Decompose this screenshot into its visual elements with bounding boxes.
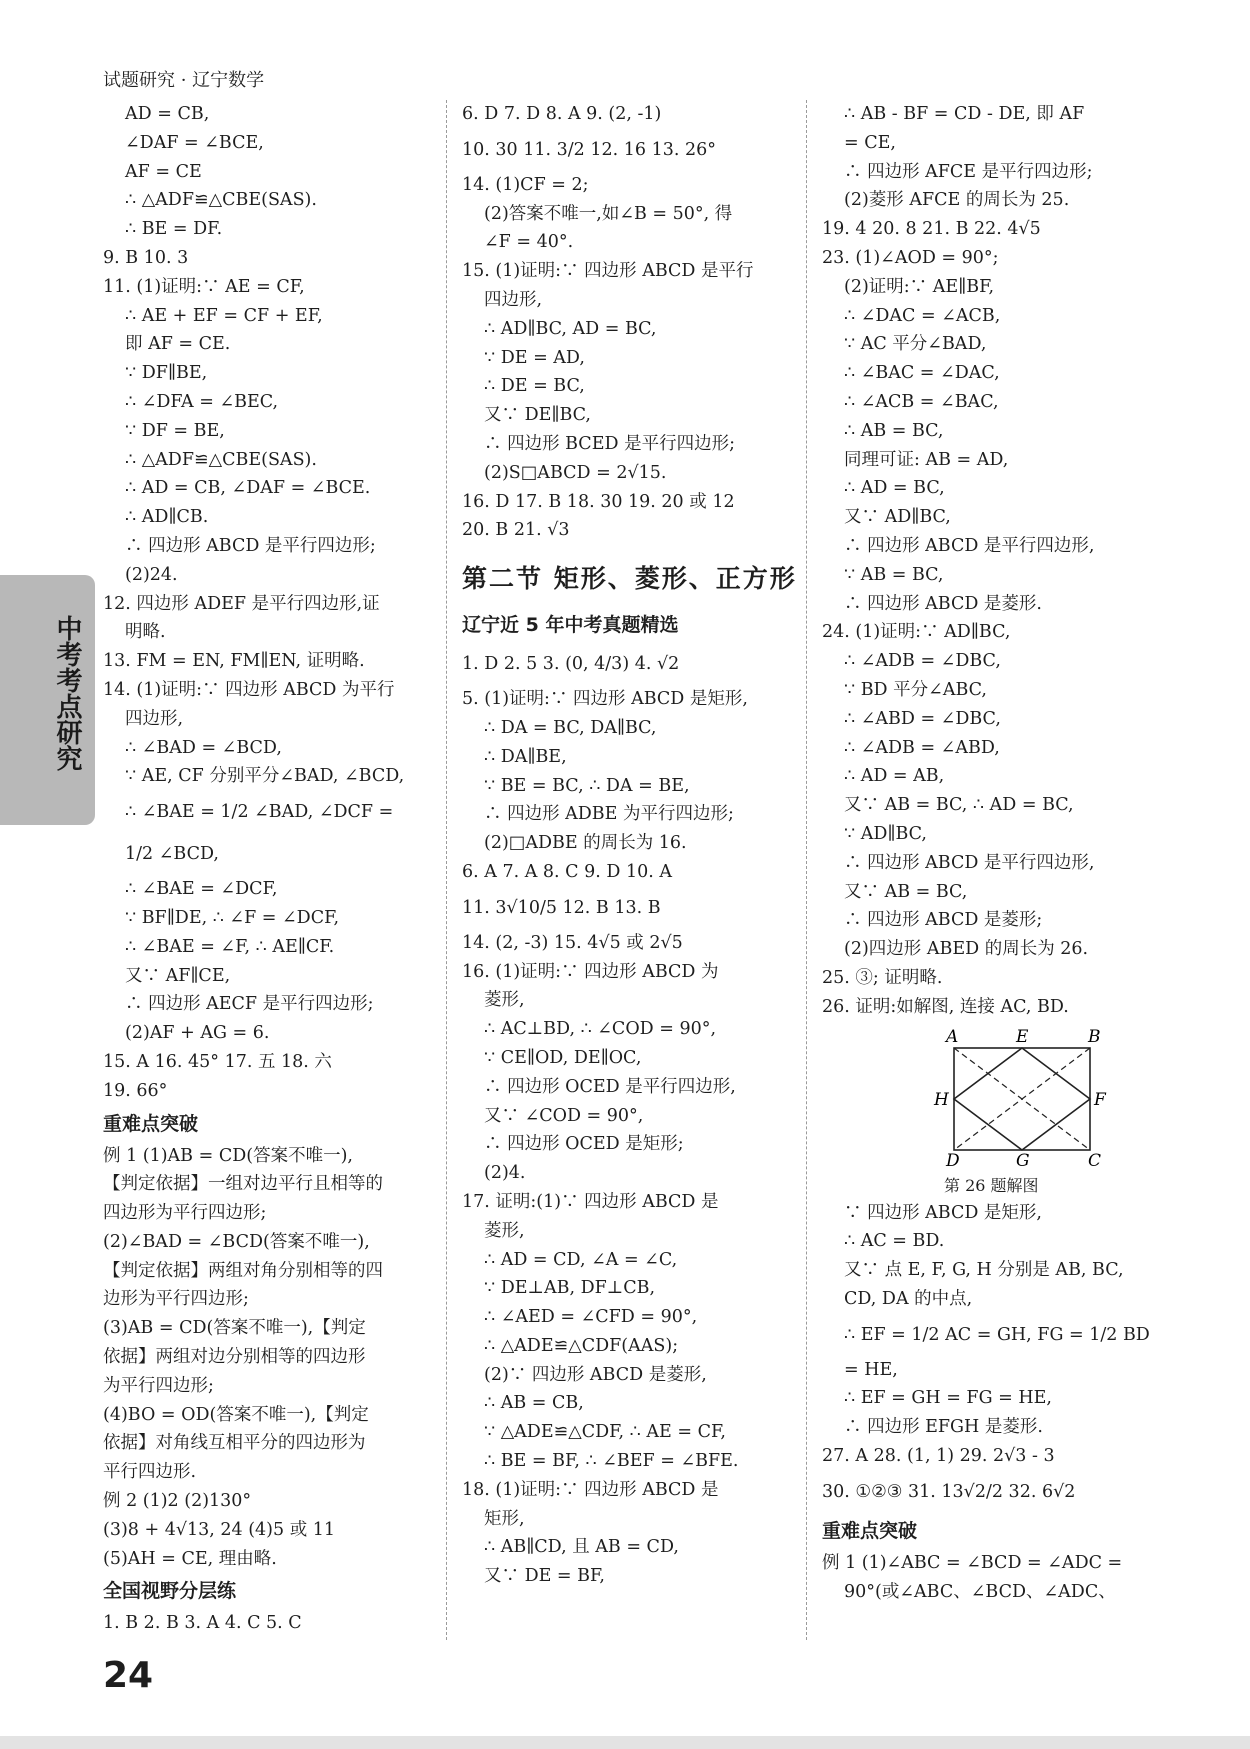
answer-line: ∴ AB = CB,	[484, 1393, 584, 1414]
answer-line: ∴ 四边形 EFGH 是菱形.	[844, 1417, 1043, 1438]
answer-line: ∴ AB - BF = CD - DE, 即 AF	[844, 104, 1085, 124]
answer-line: 5. (1)证明:∵ 四边形 ABCD 是矩形,	[462, 689, 748, 710]
answer-line: 四边形为平行四边形;	[103, 1203, 267, 1224]
answer-line: (2)菱形 AFCE 的周长为 25.	[844, 190, 1070, 211]
answer-line: 12. 四边形 ADEF 是平行四边形,证	[103, 593, 380, 614]
answer-line: 14. (1)证明:∵ 四边形 ABCD 为平行	[103, 679, 395, 700]
answer-line: (3)AB = CD(答案不唯一),【判定	[103, 1318, 366, 1339]
answer-column-3-lower	[822, 1199, 1157, 1607]
running-header: 试题研究 · 辽宁数学	[103, 70, 265, 91]
answer-line: 11. 3√10/5 12. B 13. B	[462, 897, 661, 918]
answer-line: ∴ AD = BC,	[844, 478, 945, 499]
answer-line: 11. (1)证明:∵ AE = CF,	[103, 276, 305, 297]
label-g: G	[1016, 1150, 1030, 1168]
answer-line: ∴ DA∥BE,	[484, 746, 567, 767]
answer-line: (2)24.	[125, 564, 178, 585]
answer-line: ∴ AD = AB,	[844, 766, 945, 787]
answer-line: 90°(或∠ABC、∠BCD、∠ADC、	[844, 1581, 1116, 1602]
answer-column-1	[103, 100, 438, 1638]
answer-line: 16. D 17. B 18. 30 19. 20 或 12	[462, 491, 735, 512]
bottom-bar	[0, 1736, 1250, 1749]
answer-line: 边形为平行四边形;	[103, 1289, 249, 1310]
figure-26	[932, 1028, 1157, 1173]
label-h: H	[934, 1089, 949, 1110]
answer-line: 20. B 21. √3	[462, 520, 570, 541]
answer-line: 又∵ AF∥CE,	[125, 965, 231, 986]
label-d: D	[946, 1150, 960, 1168]
answer-line: ∴ AD = CB, ∠DAF = ∠BCE.	[125, 478, 371, 499]
answer-line: = CE,	[844, 132, 896, 153]
answer-line: ∵ AD∥BC,	[844, 823, 927, 844]
answer-line: ∴ DE = BC,	[484, 376, 585, 397]
answer-column-3-upper	[822, 100, 1157, 1022]
section-heading: 辽宁近 5 年中考真题精选	[462, 614, 679, 637]
answer-line: 23. (1)∠AOD = 90°;	[822, 247, 999, 268]
answer-line: 30. ①②③ 31. 13√2/2 32. 6√2	[822, 1481, 1076, 1502]
answer-line: ∴ 四边形 ABCD 是平行四边形;	[125, 535, 376, 556]
answer-line: 9. B 10. 3	[103, 247, 189, 268]
answer-line: ∵ CE∥OD, DE∥OC,	[484, 1047, 642, 1068]
answer-line: 26. 证明:如解图, 连接 AC, BD.	[822, 996, 1069, 1017]
answer-line: 19. 66°	[103, 1080, 168, 1101]
answer-line: ∵ BF∥DE, ∴ ∠F = ∠DCF,	[125, 907, 340, 928]
answer-line: ∴ 四边形 ABCD 是菱形;	[844, 910, 1043, 931]
answer-line: ∴ ∠DFA = ∠BEC,	[125, 391, 279, 412]
answer-line: ∴ ∠ABD = ∠DBC,	[844, 708, 1001, 729]
answer-line: (2)S□ABCD = 2√15.	[484, 462, 667, 483]
answer-line: ∴ DA = BC, DA∥BC,	[484, 717, 657, 738]
answer-line: ∴ AB = BC,	[844, 420, 944, 441]
answer-line: ∠F = 40°.	[484, 232, 574, 253]
label-e: E	[1016, 1027, 1029, 1047]
answer-line: 27. A 28. (1, 1) 29. 2√3 - 3	[822, 1446, 1055, 1467]
answer-line: (2)∵ 四边形 ABCD 是菱形,	[484, 1364, 707, 1385]
answer-line: 【判定依据】两组对角分别相等的四	[103, 1260, 383, 1281]
answer-line: ∵ BE = BC, ∴ DA = BE,	[484, 775, 690, 796]
answer-line: ∴ △ADF≌△CBE(SAS).	[125, 449, 317, 470]
answer-line: = HE,	[844, 1359, 898, 1380]
answer-line: 又∵ AB = BC,	[844, 881, 968, 902]
figure-caption: 第 26 题解图	[944, 1175, 1039, 1195]
answer-line: 24. (1)证明:∵ AD∥BC,	[822, 622, 1011, 643]
answer-line: (2)AF + AG = 6.	[125, 1023, 270, 1044]
answer-line: ∴ AD∥BC, AD = BC,	[484, 318, 657, 339]
answer-line: ∴ ∠BAE = 1/2 ∠BAD, ∠DCF =	[125, 802, 394, 823]
answer-line: ∵ BD 平分∠ABC,	[844, 679, 987, 700]
answer-line: ∵ 四边形 ABCD 是矩形,	[844, 1202, 1042, 1223]
answer-line: ∴ ∠ADB = ∠DBC,	[844, 651, 1001, 672]
answer-line: 四边形,	[484, 289, 543, 310]
section-heading: 第二节 矩形、菱形、正方形	[462, 564, 797, 594]
answer-line: ∴ ∠BAE = ∠F, ∴ AE∥CF.	[125, 936, 335, 957]
answer-line: CD, DA 的中点,	[844, 1288, 973, 1309]
answer-line: ∴ EF = 1/2 AC = GH, FG = 1/2 BD	[844, 1324, 1150, 1345]
answer-line: 例 1 (1)AB = CD(答案不唯一),	[103, 1145, 353, 1166]
column-divider	[806, 100, 807, 1640]
answer-line: ∵ DE = AD,	[484, 347, 585, 368]
answer-line: 又∵ AD∥BC,	[844, 507, 951, 528]
answer-line: ∵ AE, CF 分别平分∠BAD, ∠BCD,	[125, 766, 405, 787]
answer-line: ∴ 四边形 ABCD 是平行四边形,	[844, 852, 1095, 873]
answer-line: 菱形,	[484, 1220, 525, 1241]
label-a: A	[946, 1027, 959, 1047]
section-heading: 全国视野分层练	[103, 1580, 237, 1603]
answer-line: ∵ AB = BC,	[844, 564, 944, 585]
answer-line: (2)∠BAD = ∠BCD(答案不唯一),	[103, 1231, 370, 1252]
answer-line: 14. (1)CF = 2;	[462, 174, 589, 195]
column-divider	[446, 100, 447, 1640]
answer-line: ∴ 四边形 ABCD 是平行四边形,	[844, 535, 1095, 556]
answer-line: ∴ 四边形 OCED 是平行四边形,	[484, 1076, 736, 1097]
section-heading: 重难点突破	[103, 1112, 199, 1135]
answer-line: ∴ ∠AED = ∠CFD = 90°,	[484, 1307, 698, 1328]
label-b: B	[1088, 1027, 1101, 1047]
answer-line: 又∵ DE∥BC,	[484, 405, 591, 426]
answer-line: ∵ DF = BE,	[125, 420, 225, 441]
answer-line: 菱形,	[484, 990, 525, 1011]
answer-line: AD = CB,	[125, 104, 210, 124]
answer-line: ∴ 四边形 AFCE 是平行四边形;	[844, 161, 1093, 182]
answer-line: ∴ AB∥CD, 且 AB = CD,	[484, 1537, 679, 1558]
answer-line: ∴ ∠BAC = ∠DAC,	[844, 363, 1000, 384]
answer-line: ∴ △ADE≌△CDF(AAS);	[484, 1335, 679, 1356]
answer-line: ∴ 四边形 AECF 是平行四边形;	[125, 994, 374, 1015]
answer-line: AF = CE	[125, 161, 202, 182]
answer-line: 又∵ DE = BF,	[484, 1566, 605, 1587]
answer-line: ∵ DF∥BE,	[125, 363, 208, 384]
answer-line: ∴ AD∥CB.	[125, 507, 209, 528]
answer-line: 13. FM = EN, FM∥EN, 证明略.	[103, 651, 365, 672]
answer-line: 1. D 2. 5 3. (0, 4/3) 4. √2	[462, 654, 680, 675]
answer-line: ∴ 四边形 OCED 是矩形;	[484, 1134, 684, 1155]
section-heading: 重难点突破	[822, 1519, 918, 1542]
answer-line: 又∵ AB = BC, ∴ AD = BC,	[844, 795, 1074, 816]
answer-line: 平行四边形.	[103, 1462, 197, 1483]
answer-line: 例 2 (1)2 (2)130°	[103, 1491, 252, 1512]
answer-line: ∵ DE⊥AB, DF⊥CB,	[484, 1278, 656, 1299]
answer-line: 16. (1)证明:∵ 四边形 ABCD 为	[462, 961, 719, 982]
answer-line: ∴ 四边形 ADBE 为平行四边形;	[484, 804, 734, 825]
answer-line: 四边形,	[125, 708, 184, 729]
answer-line: ∴ BE = BF, ∴ ∠BEF = ∠BFE.	[484, 1451, 739, 1472]
answer-line: 【判定依据】一组对边平行且相等的	[103, 1174, 383, 1195]
answer-line: 14. (2, -3) 15. 4√5 或 2√5	[462, 932, 683, 953]
answer-line: (2)答案不唯一,如∠B = 50°, 得	[484, 203, 733, 224]
answer-line: (2)四边形 ABED 的周长为 26.	[844, 939, 1089, 960]
answer-line: 15. A 16. 45° 17. 五 18. 六	[103, 1051, 332, 1072]
answer-line: 1. B 2. B 3. A 4. C 5. C	[103, 1613, 302, 1634]
answer-line: 同理可证: AB = AD,	[844, 449, 1009, 470]
answer-line: 又∵ 点 E, F, G, H 分别是 AB, BC,	[844, 1260, 1124, 1281]
answer-line: 17. 证明:(1)∵ 四边形 ABCD 是	[462, 1191, 719, 1212]
answer-line: 19. 4 20. 8 21. B 22. 4√5	[822, 219, 1041, 240]
answer-line: 10. 30 11. 3/2 12. 16 13. 26°	[462, 139, 716, 160]
answer-line: 例 1 (1)∠ABC = ∠BCD = ∠ADC =	[822, 1552, 1123, 1573]
answer-line: 25. ③; 证明略.	[822, 967, 943, 988]
answer-line: ∵ AC 平分∠BAD,	[844, 334, 987, 355]
answer-line: ∴ AE + EF = CF + EF,	[125, 305, 323, 326]
answer-line: 依据】对角线互相平分的四边形为	[103, 1433, 366, 1454]
answer-line: ∴ ∠BAE = ∠DCF,	[125, 879, 278, 900]
answer-line: 6. A 7. A 8. C 9. D 10. A	[462, 861, 673, 882]
answer-line: 18. (1)证明:∵ 四边形 ABCD 是	[462, 1479, 719, 1500]
answer-line: ∴ 四边形 ABCD 是菱形.	[844, 593, 1042, 614]
answer-line: 1/2 ∠BCD,	[125, 844, 219, 865]
answer-column-3	[822, 100, 1157, 1606]
answer-line: (2)□ADBE 的周长为 16.	[484, 833, 687, 854]
answer-line: ∴ ∠DAC = ∠ACB,	[844, 305, 1001, 326]
answer-line: ∴ ∠BAD = ∠BCD,	[125, 737, 282, 758]
answer-line: ∴ AC = BD.	[844, 1231, 945, 1252]
answer-line: ∴ ∠ACB = ∠BAC,	[844, 391, 999, 412]
answer-line: 又∵ ∠COD = 90°,	[484, 1105, 644, 1126]
label-f: F	[1094, 1089, 1106, 1110]
answer-line: (2)4.	[484, 1163, 526, 1184]
answer-line: (5)AH = CE, 理由略.	[103, 1548, 277, 1569]
page-number: 24	[103, 1655, 154, 1696]
answer-line: ∴ 四边形 BCED 是平行四边形;	[484, 433, 735, 454]
answer-line: ∠DAF = ∠BCE,	[125, 132, 264, 153]
rectangle-rhombus-diagram	[932, 1028, 1112, 1168]
answer-line: 即 AF = CE.	[125, 334, 231, 355]
answer-line: 为平行四边形;	[103, 1375, 214, 1396]
answer-line: 6. D 7. D 8. A 9. (2, -1)	[462, 104, 662, 124]
answer-line: 依据】两组对边分别相等的四边形	[103, 1347, 366, 1368]
answer-line: 明略.	[125, 622, 166, 643]
answer-line: 矩形,	[484, 1508, 525, 1529]
answer-line: ∴ ∠ADB = ∠ABD,	[844, 737, 1000, 758]
answer-line: ∴ △ADF≌△CBE(SAS).	[125, 190, 317, 211]
label-c: C	[1088, 1150, 1102, 1168]
side-tab-label: 中考考点研究	[52, 615, 82, 771]
answer-line: ∴ AD = CD, ∠A = ∠C,	[484, 1249, 678, 1270]
answer-line: (3)8 + 4√13, 24 (4)5 或 11	[103, 1519, 336, 1540]
answer-line: ∵ △ADE≌△CDF, ∴ AE = CF,	[484, 1422, 726, 1443]
answer-line: ∴ AC⊥BD, ∴ ∠COD = 90°,	[484, 1019, 717, 1040]
answer-line: (2)证明:∵ AE∥BF,	[844, 276, 995, 297]
answer-line: 15. (1)证明:∵ 四边形 ABCD 是平行	[462, 261, 754, 282]
answer-line: (4)BO = OD(答案不唯一),【判定	[103, 1404, 369, 1425]
answer-line: ∴ BE = DF.	[125, 219, 223, 240]
answer-line: ∴ EF = GH = FG = HE,	[844, 1388, 1052, 1409]
answer-column-2	[462, 100, 797, 1591]
